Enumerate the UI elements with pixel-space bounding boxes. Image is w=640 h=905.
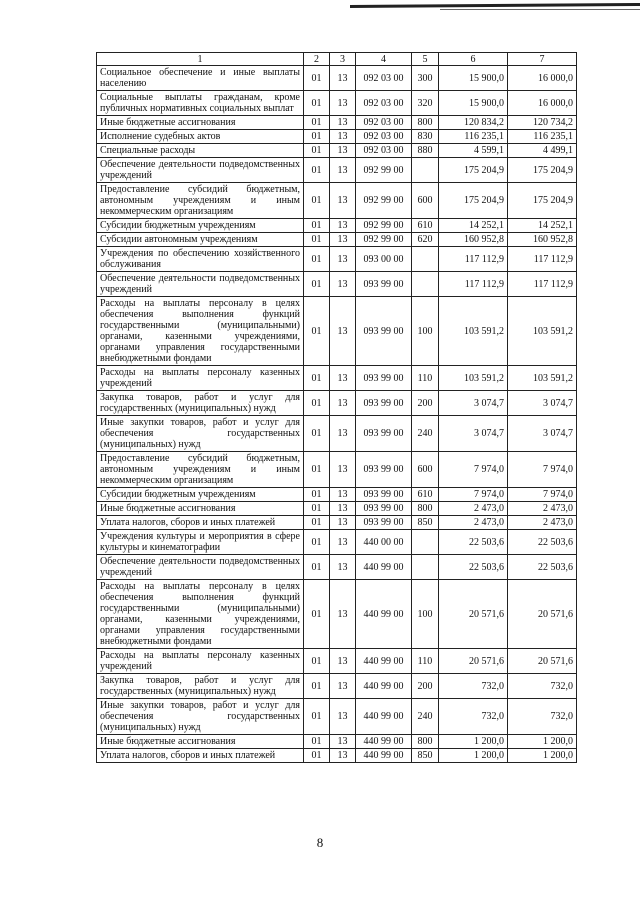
value-year2-cell: 16 000,0	[508, 91, 577, 116]
value-year1-cell: 20 571,6	[439, 580, 508, 649]
value-year2-cell: 14 252,1	[508, 219, 577, 233]
target-article-cell: 093 99 00	[356, 297, 412, 366]
table-row	[97, 91, 577, 116]
table-row	[97, 183, 577, 219]
row-name-cell: Иные бюджетные ассигнования	[97, 116, 304, 130]
row-name-cell: Закупка товаров, работ и услуг для государственных (муниципальных) нужд	[97, 391, 304, 416]
expense-type-cell: 600	[412, 183, 439, 219]
value-year1-cell: 120 834,2	[439, 116, 508, 130]
expense-type-cell	[412, 555, 439, 580]
section-code-cell: 01	[304, 183, 330, 219]
table-row	[97, 530, 577, 555]
expense-type-cell: 600	[412, 452, 439, 488]
target-article-cell: 092 99 00	[356, 158, 412, 183]
row-name-cell: Предоставление субсидий бюджетным, автономным учреждениям и иным некоммерческим организациям	[97, 183, 304, 219]
subsection-code-cell: 13	[330, 247, 356, 272]
value-year1-cell: 117 112,9	[439, 247, 508, 272]
table-row	[97, 416, 577, 452]
row-name-cell: Иные закупки товаров, работ и услуг для обеспечения государственных (муниципальных) нужд	[97, 416, 304, 452]
subsection-code-cell: 13	[330, 130, 356, 144]
subsection-code-cell: 13	[330, 272, 356, 297]
table-row	[97, 297, 577, 366]
value-year2-cell: 732,0	[508, 674, 577, 699]
target-article-cell: 440 99 00	[356, 749, 412, 763]
row-name-cell: Закупка товаров, работ и услуг для государственных (муниципальных) нужд	[97, 674, 304, 699]
table-row	[97, 699, 577, 735]
value-year1-cell: 103 591,2	[439, 366, 508, 391]
target-article-cell: 093 99 00	[356, 488, 412, 502]
row-name-cell: Учреждения по обеспечению хозяйственного обслуживания	[97, 247, 304, 272]
budget-table	[96, 52, 577, 763]
table-row	[97, 158, 577, 183]
header-cell: 6	[439, 53, 508, 66]
subsection-code-cell: 13	[330, 297, 356, 366]
table-row	[97, 130, 577, 144]
expense-type-cell: 200	[412, 674, 439, 699]
target-article-cell: 440 00 00	[356, 530, 412, 555]
section-code-cell: 01	[304, 66, 330, 91]
value-year1-cell: 3 074,7	[439, 416, 508, 452]
value-year1-cell: 15 900,0	[439, 91, 508, 116]
section-code-cell: 01	[304, 219, 330, 233]
value-year1-cell: 175 204,9	[439, 158, 508, 183]
subsection-code-cell: 13	[330, 144, 356, 158]
section-code-cell: 01	[304, 530, 330, 555]
subsection-code-cell: 13	[330, 488, 356, 502]
value-year2-cell: 7 974,0	[508, 488, 577, 502]
table-row	[97, 116, 577, 130]
header-cell: 4	[356, 53, 412, 66]
table-row	[97, 735, 577, 749]
subsection-code-cell: 13	[330, 219, 356, 233]
header-cell: 1	[97, 53, 304, 66]
table-row	[97, 219, 577, 233]
value-year2-cell: 1 200,0	[508, 735, 577, 749]
value-year2-cell: 3 074,7	[508, 416, 577, 452]
value-year1-cell: 7 974,0	[439, 452, 508, 488]
section-code-cell: 01	[304, 452, 330, 488]
table-row	[97, 502, 577, 516]
table-row	[97, 555, 577, 580]
value-year2-cell: 120 734,2	[508, 116, 577, 130]
header-cell: 5	[412, 53, 439, 66]
expense-type-cell	[412, 272, 439, 297]
subsection-code-cell: 13	[330, 366, 356, 391]
expense-type-cell: 880	[412, 144, 439, 158]
row-name-cell: Субсидии бюджетным учреждениям	[97, 219, 304, 233]
expense-type-cell: 850	[412, 516, 439, 530]
row-name-cell: Иные бюджетные ассигнования	[97, 735, 304, 749]
target-article-cell: 092 03 00	[356, 116, 412, 130]
section-code-cell: 01	[304, 488, 330, 502]
row-name-cell: Предоставление субсидий бюджетным, автономным учреждениям и иным некоммерческим организациям	[97, 452, 304, 488]
subsection-code-cell: 13	[330, 674, 356, 699]
row-name-cell: Субсидии автономным учреждениям	[97, 233, 304, 247]
target-article-cell: 440 99 00	[356, 699, 412, 735]
target-article-cell: 092 03 00	[356, 130, 412, 144]
value-year2-cell: 103 591,2	[508, 297, 577, 366]
value-year2-cell: 1 200,0	[508, 749, 577, 763]
expense-type-cell	[412, 247, 439, 272]
target-article-cell: 093 99 00	[356, 502, 412, 516]
row-name-cell: Субсидии бюджетным учреждениям	[97, 488, 304, 502]
budget-table-container	[96, 52, 576, 763]
row-name-cell: Расходы на выплаты персоналу казенных учреждений	[97, 366, 304, 391]
value-year2-cell: 22 503,6	[508, 530, 577, 555]
subsection-code-cell: 13	[330, 516, 356, 530]
table-row	[97, 749, 577, 763]
section-code-cell: 01	[304, 233, 330, 247]
expense-type-cell: 800	[412, 735, 439, 749]
header-row	[97, 53, 577, 66]
value-year1-cell: 116 235,1	[439, 130, 508, 144]
table-row	[97, 391, 577, 416]
expense-type-cell: 100	[412, 580, 439, 649]
value-year1-cell: 22 503,6	[439, 555, 508, 580]
value-year2-cell: 2 473,0	[508, 502, 577, 516]
value-year1-cell: 175 204,9	[439, 183, 508, 219]
table-row	[97, 452, 577, 488]
value-year2-cell: 4 499,1	[508, 144, 577, 158]
section-code-cell: 01	[304, 699, 330, 735]
expense-type-cell: 830	[412, 130, 439, 144]
row-name-cell: Обеспечение деятельности подведомственных учреждений	[97, 272, 304, 297]
value-year2-cell: 175 204,9	[508, 183, 577, 219]
target-article-cell: 440 99 00	[356, 649, 412, 674]
row-name-cell: Обеспечение деятельности подведомственных учреждений	[97, 555, 304, 580]
target-article-cell: 092 03 00	[356, 91, 412, 116]
section-code-cell: 01	[304, 416, 330, 452]
expense-type-cell: 240	[412, 699, 439, 735]
row-name-cell: Учреждения культуры и мероприятия в сфере культуры и кинематографии	[97, 530, 304, 555]
section-code-cell: 01	[304, 116, 330, 130]
row-name-cell: Уплата налогов, сборов и иных платежей	[97, 749, 304, 763]
value-year2-cell: 160 952,8	[508, 233, 577, 247]
target-article-cell: 093 99 00	[356, 366, 412, 391]
section-code-cell: 01	[304, 749, 330, 763]
expense-type-cell: 110	[412, 649, 439, 674]
expense-type-cell: 610	[412, 219, 439, 233]
subsection-code-cell: 13	[330, 391, 356, 416]
value-year2-cell: 732,0	[508, 699, 577, 735]
value-year2-cell: 20 571,6	[508, 649, 577, 674]
subsection-code-cell: 13	[330, 735, 356, 749]
subsection-code-cell: 13	[330, 530, 356, 555]
target-article-cell: 440 99 00	[356, 580, 412, 649]
value-year2-cell: 117 112,9	[508, 247, 577, 272]
row-name-cell: Обеспечение деятельности подведомственных учреждений	[97, 158, 304, 183]
section-code-cell: 01	[304, 272, 330, 297]
section-code-cell: 01	[304, 674, 330, 699]
expense-type-cell: 240	[412, 416, 439, 452]
expense-type-cell: 110	[412, 366, 439, 391]
target-article-cell: 093 99 00	[356, 272, 412, 297]
value-year1-cell: 1 200,0	[439, 735, 508, 749]
value-year1-cell: 160 952,8	[439, 233, 508, 247]
row-name-cell: Уплата налогов, сборов и иных платежей	[97, 516, 304, 530]
section-code-cell: 01	[304, 735, 330, 749]
section-code-cell: 01	[304, 555, 330, 580]
row-name-cell: Социальное обеспечение и иные выплаты населению	[97, 66, 304, 91]
target-article-cell: 093 00 00	[356, 247, 412, 272]
subsection-code-cell: 13	[330, 158, 356, 183]
expense-type-cell: 320	[412, 91, 439, 116]
target-article-cell: 092 99 00	[356, 233, 412, 247]
row-name-cell: Расходы на выплаты персоналу казенных учреждений	[97, 649, 304, 674]
expense-type-cell: 300	[412, 66, 439, 91]
section-code-cell: 01	[304, 144, 330, 158]
subsection-code-cell: 13	[330, 699, 356, 735]
table-row	[97, 247, 577, 272]
target-article-cell: 093 99 00	[356, 452, 412, 488]
value-year2-cell: 3 074,7	[508, 391, 577, 416]
value-year1-cell: 1 200,0	[439, 749, 508, 763]
scan-edge-line	[350, 3, 640, 8]
section-code-cell: 01	[304, 580, 330, 649]
target-article-cell: 092 03 00	[356, 144, 412, 158]
row-name-cell: Иные бюджетные ассигнования	[97, 502, 304, 516]
expense-type-cell: 800	[412, 502, 439, 516]
subsection-code-cell: 13	[330, 66, 356, 91]
subsection-code-cell: 13	[330, 452, 356, 488]
section-code-cell: 01	[304, 516, 330, 530]
value-year1-cell: 14 252,1	[439, 219, 508, 233]
subsection-code-cell: 13	[330, 116, 356, 130]
section-code-cell: 01	[304, 366, 330, 391]
target-article-cell: 092 99 00	[356, 183, 412, 219]
value-year1-cell: 7 974,0	[439, 488, 508, 502]
row-name-cell: Исполнение судебных актов	[97, 130, 304, 144]
header-cell: 7	[508, 53, 577, 66]
target-article-cell: 092 99 00	[356, 219, 412, 233]
target-article-cell: 093 99 00	[356, 516, 412, 530]
value-year1-cell: 20 571,6	[439, 649, 508, 674]
row-name-cell: Специальные расходы	[97, 144, 304, 158]
expense-type-cell	[412, 158, 439, 183]
scan-edge-line-thin	[440, 9, 640, 10]
value-year1-cell: 15 900,0	[439, 66, 508, 91]
value-year2-cell: 2 473,0	[508, 516, 577, 530]
table-row	[97, 580, 577, 649]
subsection-code-cell: 13	[330, 183, 356, 219]
target-article-cell: 440 99 00	[356, 555, 412, 580]
expense-type-cell: 610	[412, 488, 439, 502]
table-row	[97, 233, 577, 247]
expense-type-cell: 200	[412, 391, 439, 416]
section-code-cell: 01	[304, 502, 330, 516]
section-code-cell: 01	[304, 91, 330, 116]
target-article-cell: 440 99 00	[356, 735, 412, 749]
table-row	[97, 488, 577, 502]
target-article-cell: 440 99 00	[356, 674, 412, 699]
value-year1-cell: 732,0	[439, 674, 508, 699]
section-code-cell: 01	[304, 247, 330, 272]
value-year2-cell: 22 503,6	[508, 555, 577, 580]
value-year1-cell: 2 473,0	[439, 502, 508, 516]
value-year1-cell: 2 473,0	[439, 516, 508, 530]
section-code-cell: 01	[304, 649, 330, 674]
expense-type-cell: 620	[412, 233, 439, 247]
value-year1-cell: 117 112,9	[439, 272, 508, 297]
subsection-code-cell: 13	[330, 416, 356, 452]
section-code-cell: 01	[304, 130, 330, 144]
expense-type-cell: 800	[412, 116, 439, 130]
subsection-code-cell: 13	[330, 649, 356, 674]
value-year2-cell: 175 204,9	[508, 158, 577, 183]
table-row	[97, 516, 577, 530]
section-code-cell: 01	[304, 297, 330, 366]
table-row	[97, 366, 577, 391]
header-cell: 2	[304, 53, 330, 66]
subsection-code-cell: 13	[330, 749, 356, 763]
expense-type-cell: 100	[412, 297, 439, 366]
subsection-code-cell: 13	[330, 580, 356, 649]
row-name-cell: Иные закупки товаров, работ и услуг для обеспечения государственных (муниципальных) нужд	[97, 699, 304, 735]
page-number: 8	[316, 835, 324, 850]
value-year2-cell: 117 112,9	[508, 272, 577, 297]
section-code-cell: 01	[304, 158, 330, 183]
value-year1-cell: 3 074,7	[439, 391, 508, 416]
target-article-cell: 093 99 00	[356, 416, 412, 452]
value-year2-cell: 116 235,1	[508, 130, 577, 144]
subsection-code-cell: 13	[330, 91, 356, 116]
value-year2-cell: 16 000,0	[508, 66, 577, 91]
subsection-code-cell: 13	[330, 502, 356, 516]
expense-type-cell: 850	[412, 749, 439, 763]
header-cell: 3	[330, 53, 356, 66]
table-row	[97, 272, 577, 297]
target-article-cell: 092 03 00	[356, 66, 412, 91]
table-row	[97, 674, 577, 699]
value-year2-cell: 7 974,0	[508, 452, 577, 488]
subsection-code-cell: 13	[330, 233, 356, 247]
value-year1-cell: 22 503,6	[439, 530, 508, 555]
table-row	[97, 649, 577, 674]
value-year2-cell: 103 591,2	[508, 366, 577, 391]
row-name-cell: Социальные выплаты гражданам, кроме публичных нормативных социальных выплат	[97, 91, 304, 116]
value-year1-cell: 4 599,1	[439, 144, 508, 158]
row-name-cell: Расходы на выплаты персоналу в целях обеспечения выполнения функций государственными (муниципальными) органами, казенными учреждениями, органами управления государственными внебюджетными фондами	[97, 297, 304, 366]
value-year2-cell: 20 571,6	[508, 580, 577, 649]
table-row	[97, 66, 577, 91]
value-year1-cell: 732,0	[439, 699, 508, 735]
value-year1-cell: 103 591,2	[439, 297, 508, 366]
row-name-cell: Расходы на выплаты персоналу в целях обеспечения выполнения функций государственными (муниципальными) органами, казенными учреждениями, органами управления государственными внебюджетными фондами	[97, 580, 304, 649]
subsection-code-cell: 13	[330, 555, 356, 580]
expense-type-cell	[412, 530, 439, 555]
target-article-cell: 093 99 00	[356, 391, 412, 416]
table-row	[97, 144, 577, 158]
section-code-cell: 01	[304, 391, 330, 416]
